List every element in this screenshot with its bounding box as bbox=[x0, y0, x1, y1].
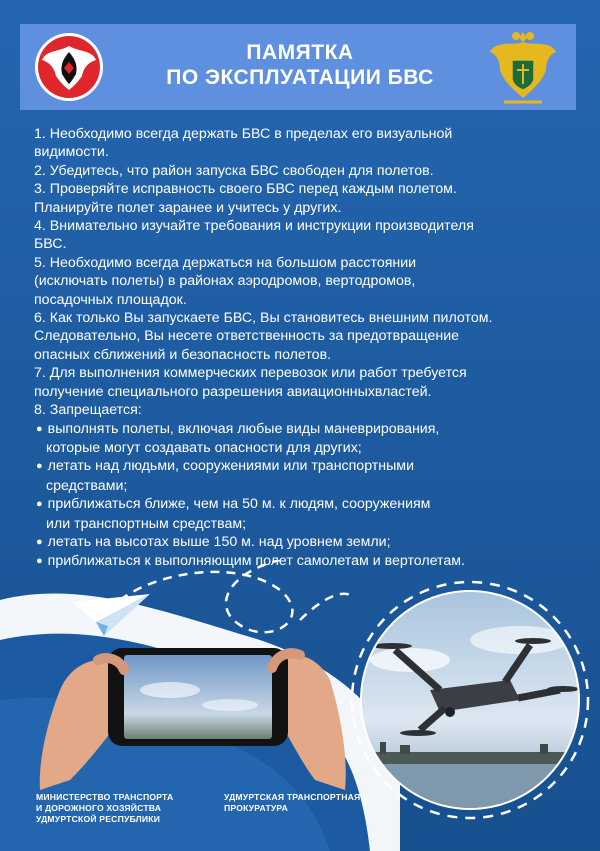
rule-line: посадочных площадок. bbox=[34, 291, 187, 308]
bullet-icon: ● bbox=[36, 498, 43, 511]
prohibition-text: выполнять полеты, включая любые виды маневрирования, bbox=[47, 420, 440, 437]
title-line-1: ПАМЯТКА bbox=[246, 41, 354, 64]
rule-line: опасных сближений и безопасность полетов. bbox=[34, 346, 332, 363]
prohibition-text: летать над людьми, сооружениями или транспортными bbox=[47, 458, 414, 475]
rules-list bbox=[34, 125, 582, 572]
footer-ministry-line: МИНИСТЕРСТВО ТРАНСПОРТА bbox=[36, 792, 174, 802]
footer-ministry bbox=[36, 792, 173, 825]
rule-line: Планируйте полет заранее и учитесь у других. bbox=[34, 199, 342, 216]
prohibition-text: приближаться ближе, чем на 50 м. к людям, сооружениям bbox=[47, 496, 431, 513]
bullet-icon: ● bbox=[36, 535, 43, 548]
page-title bbox=[100, 40, 500, 90]
rule-line: Следовательно, Вы несете ответственность за предотвращение bbox=[34, 328, 460, 345]
title-line-2: ПО ЭКСПЛУАТАЦИИ БВС bbox=[166, 66, 434, 89]
footer-ministry-line: И ДОРОЖНОГО ХОЗЯЙСТВА bbox=[36, 803, 162, 813]
bullet-icon: ● bbox=[36, 422, 43, 435]
rule-line: 8. Запрещается: bbox=[34, 402, 142, 419]
rule-line: 7. Для выполнения коммерческих перевозок или работ требуется bbox=[34, 365, 467, 382]
rule-line: получение специального разрешения авиационныхвластей. bbox=[34, 383, 432, 400]
paper-plane-icon bbox=[72, 594, 150, 636]
prohibition-text-cont: или транспортным средствам; bbox=[46, 515, 247, 532]
rule-line: 2. Убедитесь, что район запуска БВС свободен для полетов. bbox=[34, 162, 434, 179]
rule-line: (исключать полеты) в районах аэродромов, вертодромов, bbox=[34, 273, 416, 290]
prohibition-item bbox=[34, 457, 582, 476]
footer-prosecutor-line: ПРОКУРАТУРА bbox=[224, 803, 289, 813]
rule-line: 5. Необходимо всегда держаться на большом расстоянии bbox=[34, 254, 417, 271]
udmurtia-emblem-icon bbox=[34, 32, 104, 102]
rule-line: 4. Внимательно изучайте требования и инструкции производителя bbox=[34, 218, 474, 235]
prohibition-item bbox=[34, 533, 582, 552]
prohibition-item bbox=[34, 495, 582, 514]
rule-line: 3. Проверяйте исправность своего БВС перед каждым полетом. bbox=[34, 181, 457, 198]
drone-photo-icon bbox=[352, 582, 588, 818]
rule-line: видимости. bbox=[34, 144, 109, 161]
rule-line: БВС. bbox=[34, 236, 67, 253]
prohibition-text: приближаться к выполняющим полет самолетам и вертолетам. bbox=[47, 553, 465, 570]
prohibition-text: летать на высотах выше 150 м. над уровнем земли; bbox=[47, 533, 391, 550]
rule-line: 1. Необходимо всегда держать БВС в пределах его визуальной bbox=[34, 126, 453, 142]
prohibition-text-cont: которые могут создавать опасности для других; bbox=[46, 439, 362, 456]
rule-line: 6. Как только Вы запускаете БВС, Вы становитесь внешним пилотом. bbox=[34, 310, 493, 327]
footer-ministry-line: УДМУРТСКОЙ РЕСПУБЛИКИ bbox=[36, 814, 161, 824]
bullet-icon: ● bbox=[36, 555, 43, 568]
prohibition-item bbox=[34, 420, 582, 439]
smartphone-in-hands-icon bbox=[40, 648, 346, 790]
footer-prosecutor-line: УДМУРТСКАЯ ТРАНСПОРТНАЯ bbox=[224, 792, 361, 802]
bullet-icon: ● bbox=[36, 460, 43, 473]
footer-prosecutor bbox=[224, 792, 360, 814]
prohibition-text-cont: средствами; bbox=[46, 477, 128, 494]
